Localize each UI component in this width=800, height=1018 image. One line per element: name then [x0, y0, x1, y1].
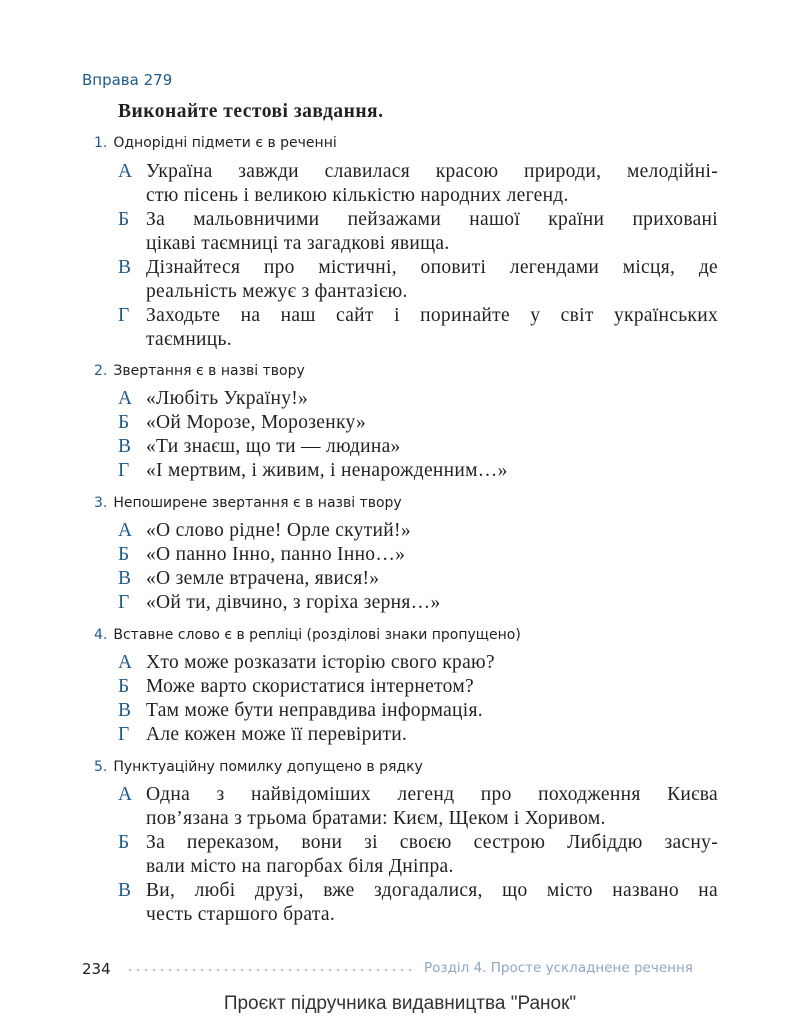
option-line: стю пісень і великою кількістю народних легенд. [146, 185, 569, 206]
option-line: «О земле втрачена, явися!» [146, 568, 380, 589]
option-letter: В [118, 436, 132, 457]
instruction-title: Виконайте тестові завдання. [118, 101, 384, 122]
option-a [118, 519, 718, 543]
option-a [118, 160, 718, 208]
option-letter: Б [118, 544, 130, 565]
option-letter: А [118, 161, 133, 182]
option-line: «О слово рідне! Орле скутий!» [146, 520, 411, 541]
option-v [118, 699, 718, 723]
question-text: Звертання є в назві твору [113, 363, 305, 379]
option-letter: В [118, 880, 132, 901]
option-line: Україна завжди славилася красою природи, мелодійні- [146, 161, 718, 182]
publisher-watermark: Проєкт підручника видавництва "Ранок" [223, 993, 577, 1014]
option-line: Заходьте на наш сайт і поринайте у світ українських [146, 305, 718, 326]
option-line: За переказом, вони зі своєю сестрою Либіддю засну- [146, 832, 718, 853]
option-v [118, 567, 718, 591]
option-line: «Ой ти, дівчино, з горіха зерня…» [146, 592, 441, 613]
option-letter: Б [118, 676, 130, 697]
option-line: таємниць. [146, 329, 232, 350]
option-h [118, 459, 718, 483]
option-line: Одна з найвідоміших легенд про походження Києва [146, 784, 718, 805]
option-letter: В [118, 568, 132, 589]
option-letter: Г [118, 724, 130, 745]
question-prompt [94, 495, 402, 511]
option-letter: Г [118, 460, 130, 481]
option-line: За мальовничими пейзажами нашої країни приховані [146, 209, 718, 230]
option-line: вали місто на пагорбах біля Дніпра. [146, 856, 454, 877]
option-line: честь старшого брата. [146, 904, 336, 925]
option-letter: Г [118, 592, 130, 613]
option-b [118, 208, 718, 256]
question-number: 3. [94, 495, 108, 511]
question-number: 5. [94, 759, 108, 775]
option-line: «Любіть Україну!» [146, 388, 309, 409]
option-line: Але кожен може її перевірити. [146, 724, 408, 745]
question-text: Вставне слово є в репліці (розділові знаки пропущено) [113, 627, 521, 643]
page-number: 234 [82, 960, 111, 978]
question-prompt [94, 627, 521, 643]
option-h [118, 304, 718, 352]
option-letter: Б [118, 209, 130, 230]
chapter-title: Розділ 4. Просте ускладнене речення [424, 960, 693, 976]
option-b [118, 675, 718, 699]
option-line: Там може бути неправдива інформація. [146, 700, 483, 721]
option-line: реальність межує з фантазією. [146, 281, 408, 302]
option-letter: В [118, 257, 132, 278]
exercise-label: Вправа 279 [82, 71, 173, 89]
option-v [118, 879, 718, 927]
option-line: Може варто скористатися інтернетом? [146, 676, 474, 697]
option-line: Хто може розказати історію свого краю? [146, 652, 495, 673]
option-b [118, 543, 718, 567]
option-b [118, 411, 718, 435]
option-letter: А [118, 388, 133, 409]
option-letter: Б [118, 412, 130, 433]
option-letter: В [118, 700, 132, 721]
option-letter: А [118, 784, 133, 805]
question-number: 2. [94, 363, 108, 379]
option-a [118, 651, 718, 675]
option-h [118, 723, 718, 747]
option-line: Ви, любі друзі, вже здогадалися, що місто названо на [146, 880, 718, 901]
option-letter: А [118, 520, 133, 541]
option-a [118, 783, 718, 831]
option-a [118, 387, 718, 411]
option-letter: А [118, 652, 133, 673]
option-line: пов’язана з трьома братами: Києм, Щеком і Хоривом. [146, 808, 606, 829]
question-prompt [94, 363, 305, 379]
question-text: Пунктуаційну помилку допущено в рядку [113, 759, 423, 775]
question-number: 4. [94, 627, 108, 643]
option-line: Дізнайтеся про містичні, оповиті легендами місця, де [146, 257, 718, 278]
question-number: 1. [94, 135, 108, 151]
option-line: «Ти знаєш, що ти — людина» [146, 436, 401, 457]
option-v [118, 256, 718, 304]
option-v [118, 435, 718, 459]
option-line: «Ой Морозе, Морозенку» [146, 412, 367, 433]
question-prompt [94, 759, 423, 775]
option-letter: Г [118, 305, 130, 326]
option-h [118, 591, 718, 615]
option-b [118, 831, 718, 879]
question-text: Непоширене звертання є в назві твору [113, 495, 402, 511]
option-letter: Б [118, 832, 130, 853]
question-prompt [94, 135, 337, 151]
question-text: Однорідні підмети є в реченні [113, 135, 337, 151]
option-line: «І мертвим, і живим, і ненарожденним…» [146, 460, 508, 481]
option-line: цікаві таємниці та загадкові явища. [146, 233, 450, 254]
footer-dotted-leader [126, 969, 412, 971]
option-line: «О панно Інно, панно Інно…» [146, 544, 406, 565]
